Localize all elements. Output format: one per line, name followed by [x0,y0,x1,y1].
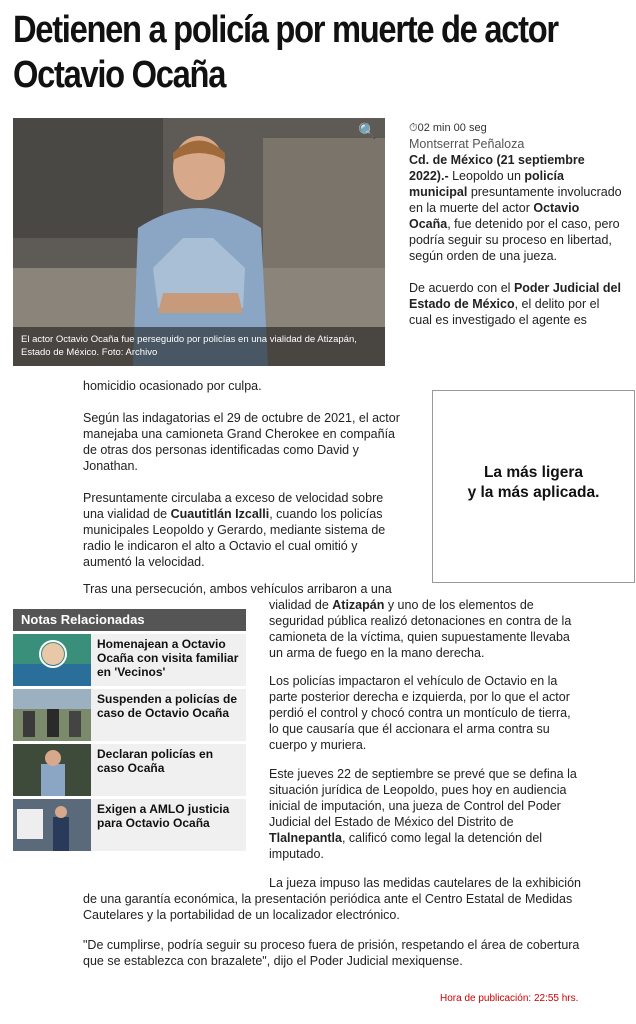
related-title[interactable]: Homenajean a Octavio Ocaña con visita familiar en 'Vecinos' [97,637,239,679]
related-item[interactable] [13,634,246,686]
stopwatch-icon: ⏱ [409,122,418,134]
page-title: Detienen a policía por muerte de actor Octavio Ocaña [13,9,558,96]
related-item[interactable] [13,744,246,796]
article-meta [409,120,624,328]
paragraph-2: De acuerdo con el Poder Judicial del Estado de México, el delito por el cual es investigado el agente es [409,281,621,327]
related-title[interactable]: Suspenden a policías de caso de Octavio Ocaña [97,692,238,720]
paragraph-8-start: La jueza impuso las medidas cautelares de la exhibición [269,876,581,890]
related-item[interactable] [13,799,246,851]
paragraph-9: "De cumplirse, podría seguir su proceso fuera de prisión, respetando el área de cobertura que se establezca con brazalete", dijo el Poder Judicial mexiquense. [83,938,580,968]
related-thumbnail[interactable] [13,744,91,796]
related-item[interactable] [13,689,246,741]
related-title[interactable]: Declaran policías en caso Ocaña [97,747,214,775]
paragraph-2-continued: homicidio ocasionado por culpa. [83,379,262,393]
reading-time: ⏱02 min 00 seg [409,122,487,134]
paragraph-7: Este jueves 22 de septiembre se prevé que se defina la situación jurídica de Leopoldo, pues hoy en audiencia inicial de imputación, una jueza de Control del Poder Judicial del Estado de México del Distrito de Tlalnepantla, calificó como legal la detención del imputado. [269,767,577,861]
related-thumbnail[interactable] [13,689,91,741]
paragraph-6: Los policías impactaron el vehículo de Octavio en la parte posterior derecha e izquierda, por lo que el actor perdió el control y chocó contra un montículo de tierra, lo que causaría que él accionara el arma contra su cuerpo y muriera. [269,674,571,752]
paragraph-3: Según las indagatorias el 29 de octubre de 2021, el actor manejaba una camioneta Grand Cherokee en compañía de otras dos personas identificadas como David y Jonathan. [83,411,400,473]
related-thumbnail[interactable] [13,634,91,686]
related-heading: Notas Relacionadas [13,609,246,631]
paragraph-1: Cd. de México (21 septiembre 2022).- Leopoldo un policía municipal presuntamente involucrado en la muerte del actor Octavio Ocaña, fue detenido por el caso, pero podría seguir su proceso en libertad, según orden de una jueza. [409,153,622,263]
article-photo[interactable] [13,118,385,366]
paragraph-5-start: Tras una persecución, ambos vehículos arribaron a una [83,582,392,596]
paragraph-4: Presuntamente circulaba a exceso de velocidad sobre una vialidad de Cuautitlán Izcalli, cuando los policías municipales Leopoldo y Gerardo, mediante sistema de radio le indicaron el alto a Octavio el cual omitió y aumentó la velocidad. [83,491,386,569]
image-caption: El actor Octavio Ocaña fue perseguido por policías en una vialidad de Atizapán, Estado de México. Foto: Archivo [13,327,385,366]
dateline: Cd. de México (21 septiembre 2022).- [409,153,585,183]
paragraph-5: vialidad de Atizapán y uno de los elementos de seguridad pública realizó detonaciones en contra de la camioneta de la víctima, quien supuestamente llevaba un arma de fuego en la mano derecha. [269,598,572,660]
ad-line-2: y la más aplicada. [467,484,600,501]
related-title[interactable]: Exigen a AMLO justicia para Octavio Ocaña [97,802,230,830]
zoom-in-icon[interactable]: 🔍 [358,123,377,140]
paragraph-8: de una garantía económica, la presentación periódica ante el Centro Estatal de Medidas Cautelares y la portabilidad de un localizador electrónico. [83,892,573,922]
related-thumbnail[interactable] [13,799,91,851]
publication-time: Hora de publicación: 22:55 hrs. [440,993,579,1004]
ad-line-1: La más ligera [483,464,584,481]
author-name: Montserrat Peñaloza [409,137,525,151]
advertisement[interactable] [432,390,635,583]
related-notes [13,609,246,851]
